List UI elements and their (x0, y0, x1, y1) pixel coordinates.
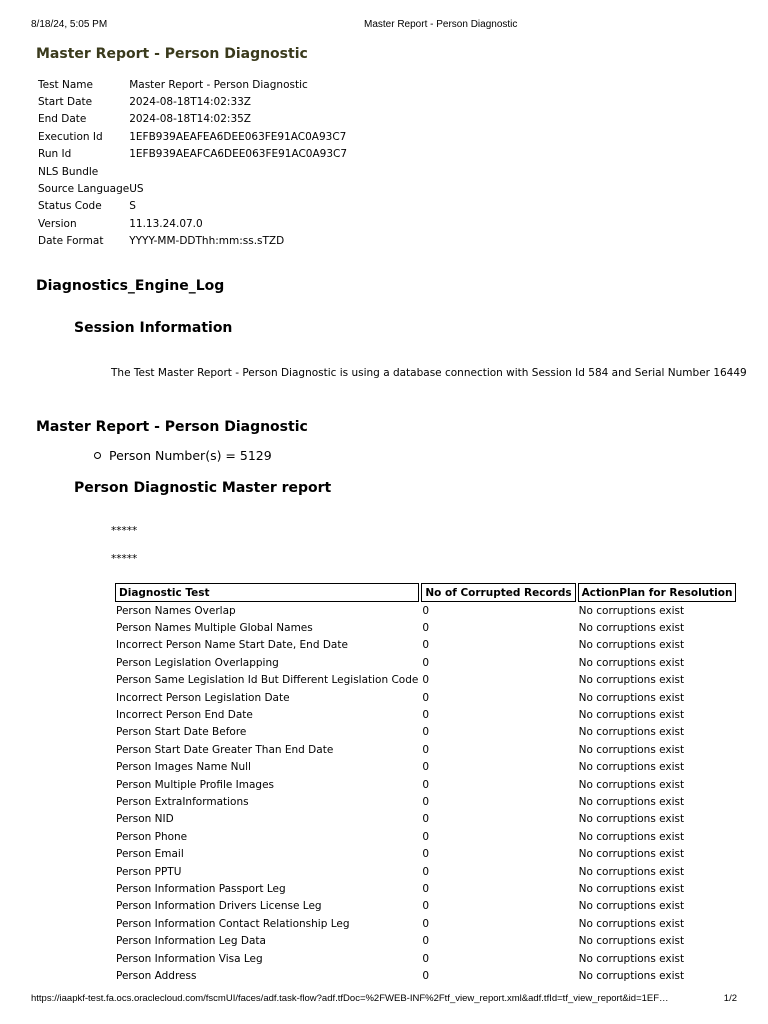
corrupted-records-cell: 0 (422, 865, 430, 878)
metadata-key: Start Date (38, 96, 93, 109)
table-row (115, 706, 736, 723)
document-title: Master Report - Person Diagnostic (36, 46, 308, 62)
action-plan-cell: No corruptions exist (578, 900, 685, 913)
table-row (115, 602, 736, 619)
corrupted-records-cell: 0 (422, 813, 430, 826)
table-row (115, 811, 736, 828)
print-footer (31, 993, 737, 1007)
action-plan-cell: No corruptions exist (578, 917, 685, 930)
table-row (115, 672, 736, 689)
diagnostic-test-cell: Person Information Contact Relationship Leg (116, 917, 350, 930)
circle-bullet-icon (94, 452, 101, 459)
corrupted-records-cell: 0 (422, 709, 430, 722)
metadata-value (129, 163, 347, 180)
metadata-key: Status Code (38, 200, 102, 213)
action-plan-cell: No corruptions exist (578, 709, 685, 722)
diagnostic-test-cell: Person PPTU (116, 865, 182, 878)
corrupted-records-cell: 0 (422, 639, 430, 652)
person-number-text: Person Number(s) = 5129 (109, 448, 272, 463)
metadata-value: 2024-08-18T14:02:35Z (129, 113, 252, 126)
action-plan-cell: No corruptions exist (578, 882, 685, 895)
corrupted-records-cell: 0 (422, 917, 430, 930)
table-row (115, 724, 736, 741)
metadata-row (38, 233, 347, 250)
diagnostic-test-cell: Person Names Multiple Global Names (116, 622, 313, 635)
metadata-value: US (129, 183, 144, 196)
action-plan-cell: No corruptions exist (578, 604, 685, 617)
corrupted-records-cell: 0 (422, 622, 430, 635)
metadata-key: Date Format (38, 235, 104, 248)
corrupted-records-cell: 0 (422, 795, 430, 808)
corrupted-records-cell: 0 (422, 691, 430, 704)
action-plan-cell: No corruptions exist (578, 726, 685, 739)
page-number: 1/2 (723, 993, 737, 1004)
metadata-key: Test Name (38, 78, 93, 91)
table-row (115, 845, 736, 862)
table-row (115, 828, 736, 845)
action-plan-cell: No corruptions exist (578, 865, 685, 878)
metadata-row (38, 76, 347, 93)
table-row (115, 776, 736, 793)
metadata-row (38, 180, 347, 197)
action-plan-cell: No corruptions exist (578, 952, 685, 965)
corrupted-records-cell: 0 (422, 935, 430, 948)
action-plan-cell: No corruptions exist (578, 743, 685, 756)
metadata-key: End Date (38, 113, 87, 126)
table-row (115, 741, 736, 758)
diagnostic-test-cell: Incorrect Person Legislation Date (116, 691, 290, 704)
table-row (115, 932, 736, 949)
corrupted-records-cell: 0 (422, 604, 430, 617)
column-header-action-plan: ActionPlan for Resolution (578, 583, 737, 602)
diagnostic-test-cell: Person Information Leg Data (116, 935, 266, 948)
action-plan-cell: No corruptions exist (578, 969, 685, 982)
diagnostic-test-cell: Person Information Visa Leg (116, 952, 263, 965)
corrupted-records-cell: 0 (422, 848, 430, 861)
metadata-row (38, 111, 347, 128)
corrupted-records-cell: 0 (422, 761, 430, 774)
action-plan-cell: No corruptions exist (578, 674, 685, 687)
action-plan-cell: No corruptions exist (578, 639, 685, 652)
person-diagnostic-heading: Person Diagnostic Master report (74, 480, 332, 496)
metadata-row (38, 198, 347, 215)
table-row (115, 759, 736, 776)
action-plan-cell: No corruptions exist (578, 622, 685, 635)
metadata-value: 1EFB939AEAFCA6DEE063FE91AC0A93C7 (129, 148, 348, 161)
separator-stars: ***** (111, 553, 138, 565)
corrupted-records-cell: 0 (422, 656, 430, 669)
table-row (115, 637, 736, 654)
table-row (115, 863, 736, 880)
session-information-text: The Test Master Report - Person Diagnostic is using a database connection with Session Id 584 and Serial Number 16449 (111, 367, 747, 379)
table-row (115, 967, 736, 984)
action-plan-cell: No corruptions exist (578, 761, 685, 774)
corrupted-records-cell: 0 (422, 743, 430, 756)
metadata-row (38, 128, 347, 145)
diagnostic-test-cell: Person Information Drivers License Leg (116, 900, 322, 913)
diagnostic-test-cell: Person Legislation Overlapping (116, 656, 279, 669)
action-plan-cell: No corruptions exist (578, 813, 685, 826)
metadata-key: Execution Id (38, 130, 103, 143)
print-title: Master Report - Person Diagnostic (364, 19, 518, 30)
diagnostic-test-cell: Person Names Overlap (116, 604, 236, 617)
engine-log-heading: Diagnostics_Engine_Log (36, 278, 225, 294)
table-row (115, 915, 736, 932)
print-header (31, 19, 737, 33)
diagnostic-test-cell: Person Address (116, 969, 197, 982)
diagnostic-test-cell: Person Phone (116, 830, 188, 843)
print-datetime: 8/18/24, 5:05 PM (31, 19, 108, 30)
metadata-value: S (129, 200, 136, 213)
table-row (115, 950, 736, 967)
metadata-value: 1EFB939AEAFEA6DEE063FE91AC0A93C7 (129, 130, 347, 143)
metadata-row (38, 215, 347, 232)
action-plan-cell: No corruptions exist (578, 691, 685, 704)
metadata-key: Version (38, 217, 77, 230)
person-number-list (94, 448, 272, 463)
metadata-key: Source Language (38, 183, 130, 196)
corrupted-records-cell: 0 (422, 778, 430, 791)
diagnostic-test-cell: Person Same Legislation Id But Different Legislation Code (116, 674, 419, 687)
metadata-row (38, 93, 347, 110)
action-plan-cell: No corruptions exist (578, 848, 685, 861)
table-row (115, 880, 736, 897)
diagnostic-test-cell: Person Start Date Before (116, 726, 247, 739)
action-plan-cell: No corruptions exist (578, 778, 685, 791)
diagnostic-test-cell: Incorrect Person End Date (116, 709, 253, 722)
separator-stars: ***** (111, 525, 138, 537)
table-row (115, 689, 736, 706)
corrupted-records-cell: 0 (422, 900, 430, 913)
metadata-key: NLS Bundle (38, 165, 99, 178)
column-header-corrupted-records: No of Corrupted Records (421, 583, 575, 602)
metadata-key: Run Id (38, 148, 72, 161)
diagnostic-results-table (113, 583, 738, 985)
corrupted-records-cell: 0 (422, 674, 430, 687)
diagnostic-test-cell: Person ExtraInformations (116, 795, 249, 808)
action-plan-cell: No corruptions exist (578, 795, 685, 808)
diagnostic-test-cell: Person Multiple Profile Images (116, 778, 275, 791)
diagnostic-test-cell: Person NID (116, 813, 174, 826)
diagnostic-test-cell: Incorrect Person Name Start Date, End Date (116, 639, 348, 652)
corrupted-records-cell: 0 (422, 830, 430, 843)
report-metadata-table (38, 76, 347, 250)
metadata-value: Master Report - Person Diagnostic (129, 78, 308, 91)
metadata-value: 2024-08-18T14:02:33Z (129, 96, 252, 109)
metadata-row (38, 146, 347, 163)
list-item (94, 448, 272, 463)
corrupted-records-cell: 0 (422, 882, 430, 895)
diagnostic-test-cell: Person Email (116, 848, 184, 861)
table-row (115, 619, 736, 636)
corrupted-records-cell: 0 (422, 726, 430, 739)
corrupted-records-cell: 0 (422, 969, 430, 982)
action-plan-cell: No corruptions exist (578, 935, 685, 948)
diagnostic-test-cell: Person Images Name Null (116, 761, 251, 774)
diagnostic-test-cell: Person Start Date Greater Than End Date (116, 743, 334, 756)
metadata-value: 11.13.24.07.0 (129, 217, 203, 230)
corrupted-records-cell: 0 (422, 952, 430, 965)
metadata-row (38, 163, 347, 180)
action-plan-cell: No corruptions exist (578, 656, 685, 669)
master-report-heading: Master Report - Person Diagnostic (36, 419, 308, 435)
session-information-heading: Session Information (74, 320, 233, 336)
metadata-value: YYYY-MM-DDThh:mm:ss.sTZD (129, 235, 285, 248)
table-row (115, 898, 736, 915)
action-plan-cell: No corruptions exist (578, 830, 685, 843)
diagnostic-test-cell: Person Information Passport Leg (116, 882, 286, 895)
column-header-diagnostic-test: Diagnostic Test (115, 583, 419, 602)
page-url: https://iaapkf-test.fa.ocs.oraclecloud.com/fscmUI/faces/adf.task-flow?adf.tfDoc=%2FWEB-INF%2Ftf_view_report.xml&adf.tfId=tf_view_report&id=1EF… (31, 993, 669, 1004)
table-row (115, 654, 736, 671)
table-row (115, 793, 736, 810)
